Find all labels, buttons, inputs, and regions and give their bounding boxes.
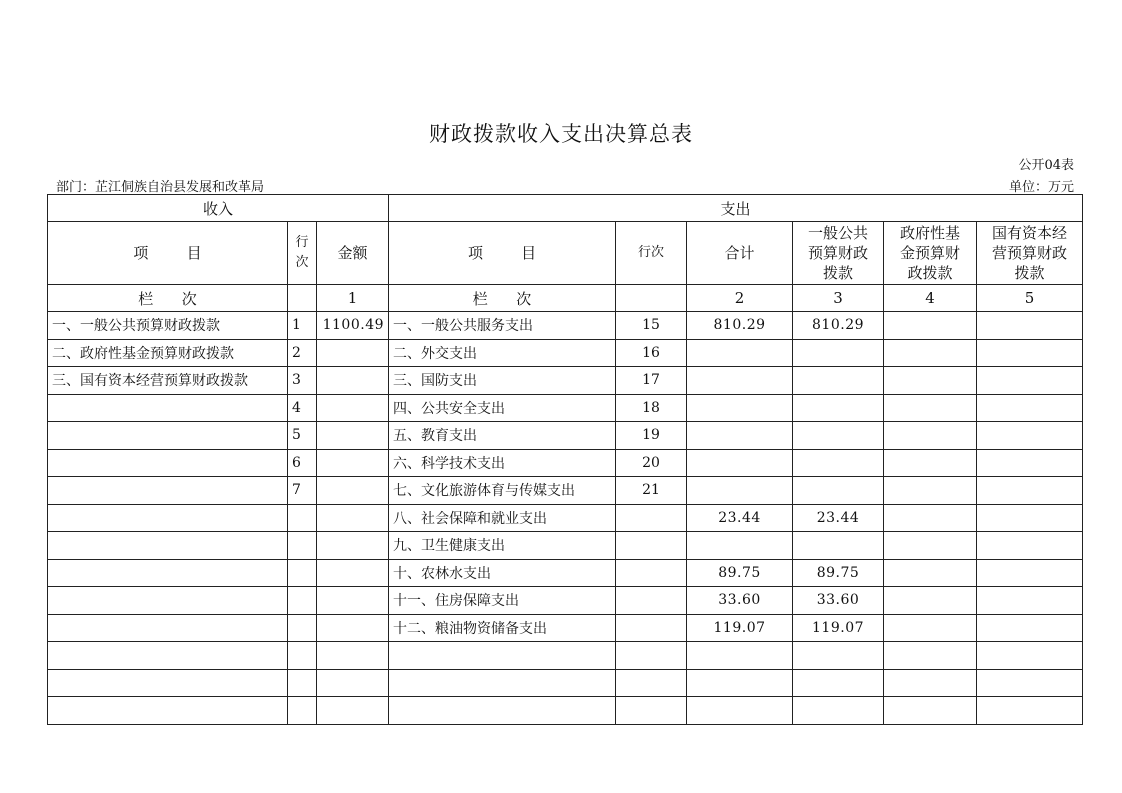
colnum-amount: 1 [317, 285, 389, 312]
expense-item-cell [389, 697, 616, 725]
total-cell [687, 339, 793, 367]
total-cell: 119.07 [687, 614, 793, 642]
table-row [48, 614, 1083, 642]
income-line-cell: 1 [288, 312, 317, 340]
gov-fund-cell [884, 642, 977, 670]
col-income-item: 项 目 [48, 222, 288, 285]
state-capital-cell [977, 312, 1083, 340]
income-amount-cell [317, 394, 389, 422]
total-cell [687, 477, 793, 505]
expense-line-cell [616, 669, 687, 697]
expense-line-cell: 21 [616, 477, 687, 505]
income-amount-cell [317, 642, 389, 670]
expense-line-cell [616, 697, 687, 725]
expense-item-cell: 三、国防支出 [389, 367, 616, 395]
table-row [48, 394, 1083, 422]
col-amount: 金额 [317, 222, 389, 285]
expense-line-cell [616, 532, 687, 560]
total-cell: 810.29 [687, 312, 793, 340]
income-item-cell: 一、一般公共预算财政拨款 [48, 312, 288, 340]
general-budget-cell [793, 669, 884, 697]
expense-item-cell: 九、卫生健康支出 [389, 532, 616, 560]
table-row [48, 669, 1083, 697]
budget-summary-table [47, 194, 1083, 725]
income-amount-cell [317, 532, 389, 560]
gov-fund-cell [884, 339, 977, 367]
income-item-cell [48, 532, 288, 560]
expense-item-cell: 十、农林水支出 [389, 559, 616, 587]
income-item-cell: 二、政府性基金预算财政拨款 [48, 339, 288, 367]
gov-fund-cell [884, 477, 977, 505]
income-line-cell [288, 614, 317, 642]
income-item-cell [48, 477, 288, 505]
income-amount-cell [317, 367, 389, 395]
state-capital-cell [977, 449, 1083, 477]
income-item-cell [48, 422, 288, 450]
expense-item-cell [389, 669, 616, 697]
gov-fund-cell [884, 394, 977, 422]
general-budget-cell: 33.60 [793, 587, 884, 615]
total-cell: 89.75 [687, 559, 793, 587]
unit-label: 单位：万元 [1008, 180, 1074, 195]
gov-fund-cell [884, 422, 977, 450]
general-budget-cell [793, 697, 884, 725]
general-budget-cell [793, 477, 884, 505]
income-amount-cell [317, 697, 389, 725]
state-capital-cell [977, 422, 1083, 450]
expense-item-cell: 八、社会保障和就业支出 [389, 504, 616, 532]
col-income-line: 行 次 [288, 222, 317, 285]
table-row [48, 477, 1083, 505]
income-item-cell [48, 614, 288, 642]
income-item-cell [48, 504, 288, 532]
state-capital-cell [977, 339, 1083, 367]
gov-fund-cell [884, 367, 977, 395]
income-amount-cell [317, 449, 389, 477]
income-amount-cell: 1100.49 [317, 312, 389, 340]
total-cell [687, 642, 793, 670]
income-item-cell [48, 669, 288, 697]
table-row [48, 367, 1083, 395]
expense-item-cell [389, 642, 616, 670]
gov-fund-cell [884, 312, 977, 340]
table-row [48, 697, 1083, 725]
expense-line-cell: 17 [616, 367, 687, 395]
state-capital-cell [977, 477, 1083, 505]
state-capital-cell [977, 394, 1083, 422]
total-cell [687, 394, 793, 422]
table-row [48, 449, 1083, 477]
income-line-cell: 2 [288, 339, 317, 367]
total-cell [687, 532, 793, 560]
income-amount-cell [317, 339, 389, 367]
total-cell [687, 449, 793, 477]
income-item-cell [48, 449, 288, 477]
income-line-cell [288, 587, 317, 615]
colnum-state-capital: 5 [977, 285, 1083, 312]
income-amount-cell [317, 669, 389, 697]
expense-item-cell: 十二、粮油物资储备支出 [389, 614, 616, 642]
department-label: 部门：芷江侗族自治县发展和改革局 [56, 180, 265, 195]
general-budget-cell [793, 449, 884, 477]
state-capital-cell [977, 559, 1083, 587]
gov-fund-cell [884, 532, 977, 560]
col-expense-line: 行次 [616, 222, 687, 285]
expense-header: 支出 [389, 195, 1083, 222]
table-row [48, 587, 1083, 615]
income-amount-cell [317, 559, 389, 587]
income-item-cell: 三、国有资本经营预算财政拨款 [48, 367, 288, 395]
income-item-cell [48, 587, 288, 615]
total-cell: 23.44 [687, 504, 793, 532]
general-budget-cell [793, 394, 884, 422]
general-budget-cell [793, 532, 884, 560]
colnum-gov-fund: 4 [884, 285, 977, 312]
general-budget-cell [793, 642, 884, 670]
income-line-cell [288, 697, 317, 725]
state-capital-cell [977, 697, 1083, 725]
col-gov-fund: 政府性基 金预算财 政拨款 [884, 222, 977, 285]
general-budget-cell [793, 339, 884, 367]
income-item-cell [48, 394, 288, 422]
expense-line-cell: 20 [616, 449, 687, 477]
expense-line-cell [616, 587, 687, 615]
expense-line-cell [616, 642, 687, 670]
income-item-cell [48, 559, 288, 587]
column-number-row [48, 285, 1083, 312]
state-capital-cell [977, 367, 1083, 395]
table-row [48, 312, 1083, 340]
expense-item-cell: 六、科学技术支出 [389, 449, 616, 477]
colnum-income-label: 栏 次 [48, 285, 288, 312]
gov-fund-cell [884, 669, 977, 697]
colnum-income-line [288, 285, 317, 312]
income-amount-cell [317, 587, 389, 615]
table-row [48, 642, 1083, 670]
expense-line-cell: 16 [616, 339, 687, 367]
income-line-cell [288, 642, 317, 670]
expense-item-cell: 二、外交支出 [389, 339, 616, 367]
income-amount-cell [317, 614, 389, 642]
expense-line-cell [616, 614, 687, 642]
income-line-cell [288, 532, 317, 560]
state-capital-cell [977, 587, 1083, 615]
colnum-expense-line [616, 285, 687, 312]
total-cell: 33.60 [687, 587, 793, 615]
colnum-general-budget: 3 [793, 285, 884, 312]
expense-line-cell [616, 559, 687, 587]
income-item-cell [48, 642, 288, 670]
income-line-cell: 4 [288, 394, 317, 422]
state-capital-cell [977, 642, 1083, 670]
expense-item-cell: 一、一般公共服务支出 [389, 312, 616, 340]
table-row [48, 422, 1083, 450]
total-cell [687, 697, 793, 725]
page-title: 财政拨款收入支出决算总表 [429, 122, 693, 146]
state-capital-cell [977, 532, 1083, 560]
gov-fund-cell [884, 587, 977, 615]
header-row [48, 222, 1083, 285]
expense-item-cell: 十一、住房保障支出 [389, 587, 616, 615]
gov-fund-cell [884, 614, 977, 642]
state-capital-cell [977, 669, 1083, 697]
general-budget-cell: 119.07 [793, 614, 884, 642]
income-line-cell [288, 504, 317, 532]
gov-fund-cell [884, 504, 977, 532]
colnum-expense-label: 栏 次 [389, 285, 616, 312]
table-row [48, 339, 1083, 367]
income-line-cell [288, 559, 317, 587]
income-line-cell: 7 [288, 477, 317, 505]
total-cell [687, 669, 793, 697]
total-cell [687, 367, 793, 395]
gov-fund-cell [884, 449, 977, 477]
expense-item-cell: 四、公共安全支出 [389, 394, 616, 422]
col-general-budget: 一般公共 预算财政 拨款 [793, 222, 884, 285]
income-amount-cell [317, 422, 389, 450]
col-state-capital: 国有资本经 营预算财政 拨款 [977, 222, 1083, 285]
col-total: 合计 [687, 222, 793, 285]
form-code: 公开04表 [1018, 158, 1074, 173]
state-capital-cell [977, 614, 1083, 642]
income-line-cell: 6 [288, 449, 317, 477]
total-cell [687, 422, 793, 450]
table-row [48, 559, 1083, 587]
income-line-cell: 3 [288, 367, 317, 395]
expense-item-cell: 五、教育支出 [389, 422, 616, 450]
income-item-cell [48, 697, 288, 725]
general-budget-cell [793, 367, 884, 395]
header-group-row [48, 195, 1083, 222]
state-capital-cell [977, 504, 1083, 532]
general-budget-cell: 89.75 [793, 559, 884, 587]
colnum-total: 2 [687, 285, 793, 312]
general-budget-cell: 23.44 [793, 504, 884, 532]
income-line-cell: 5 [288, 422, 317, 450]
expense-line-cell [616, 504, 687, 532]
income-amount-cell [317, 477, 389, 505]
gov-fund-cell [884, 559, 977, 587]
general-budget-cell [793, 422, 884, 450]
income-header: 收入 [48, 195, 389, 222]
expense-item-cell: 七、文化旅游体育与传媒支出 [389, 477, 616, 505]
col-expense-item: 项 目 [389, 222, 616, 285]
expense-line-cell: 15 [616, 312, 687, 340]
expense-line-cell: 19 [616, 422, 687, 450]
expense-line-cell: 18 [616, 394, 687, 422]
gov-fund-cell [884, 697, 977, 725]
income-amount-cell [317, 504, 389, 532]
general-budget-cell: 810.29 [793, 312, 884, 340]
table-row [48, 532, 1083, 560]
table-row [48, 504, 1083, 532]
income-line-cell [288, 669, 317, 697]
